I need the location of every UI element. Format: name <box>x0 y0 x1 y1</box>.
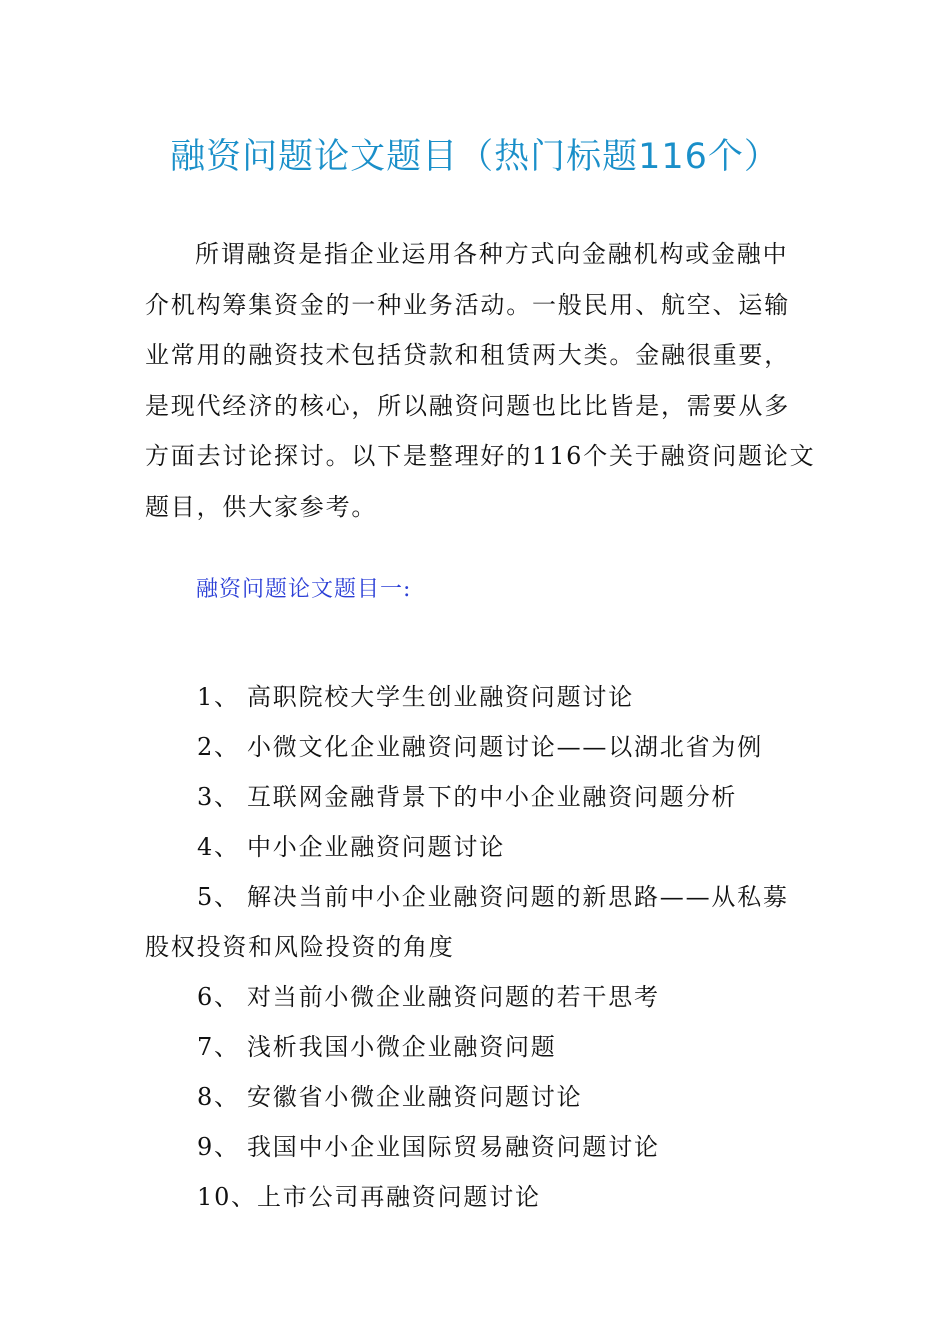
list-item <box>145 1072 825 1122</box>
item-number: 8、 <box>197 1083 240 1111</box>
list-item <box>145 1172 825 1222</box>
item-text: 上市公司再融资问题讨论 <box>257 1183 541 1211</box>
intro-line: 方面去讨论探讨。以下是整理好的116个关于融资问题论文 <box>145 442 816 470</box>
item-number: 10、 <box>197 1183 257 1211</box>
list-item <box>145 672 825 722</box>
intro-line: 所谓融资是指企业运用各种方式向金融机构或金融中 <box>195 240 789 268</box>
item-text: 互联网金融背景下的中小企业融资问题分析 <box>247 783 738 811</box>
item-text: 对当前小微企业融资问题的若干思考 <box>247 983 660 1011</box>
item-text: 高职院校大学生创业融资问题讨论 <box>247 683 634 711</box>
item-text: 中小企业融资问题讨论 <box>247 833 505 861</box>
intro-line: 介机构筹集资金的一种业务活动。一般民用、航空、运输 <box>145 290 790 319</box>
list-item <box>145 1122 825 1172</box>
item-text: 我国中小企业国际贸易融资问题讨论 <box>247 1133 660 1161</box>
document-title: 融资问题论文题目（热门标题116个） <box>170 137 780 177</box>
topic-list <box>145 672 825 1222</box>
item-number: 1、 <box>197 683 240 711</box>
item-number: 5、 <box>197 883 240 911</box>
item-number: 9、 <box>197 1133 240 1161</box>
list-item <box>145 972 825 1022</box>
list-item <box>145 1022 825 1072</box>
item-number: 2、 <box>197 733 240 761</box>
list-item <box>145 772 825 822</box>
item-number: 3、 <box>197 783 240 811</box>
intro-line: 业常用的融资技术包括贷款和租赁两大类。金融很重要， <box>145 341 790 369</box>
list-item <box>145 822 825 872</box>
intro-line: 是现代经济的核心，所以融资问题也比比皆是，需要从多 <box>145 391 790 420</box>
item-text: 小微文化企业融资问题讨论——以湖北省为例 <box>247 733 763 761</box>
item-number: 6、 <box>197 983 240 1011</box>
section-heading: 融资问题论文题目一: <box>196 577 412 602</box>
item-text: 解决当前中小企业融资问题的新思路——从私募 <box>247 883 789 911</box>
item-text: 浅析我国小微企业融资问题 <box>247 1033 557 1061</box>
item-number: 7、 <box>197 1033 240 1061</box>
list-item <box>145 722 825 772</box>
item-text: 安徽省小微企业融资问题讨论 <box>247 1083 583 1111</box>
item-text-continuation: 股权投资和风险投资的角度 <box>145 933 455 961</box>
intro-line: 题目，供大家参考。 <box>145 492 378 521</box>
item-number: 4、 <box>197 833 240 861</box>
intro-paragraph <box>145 229 816 532</box>
list-item <box>145 872 825 972</box>
